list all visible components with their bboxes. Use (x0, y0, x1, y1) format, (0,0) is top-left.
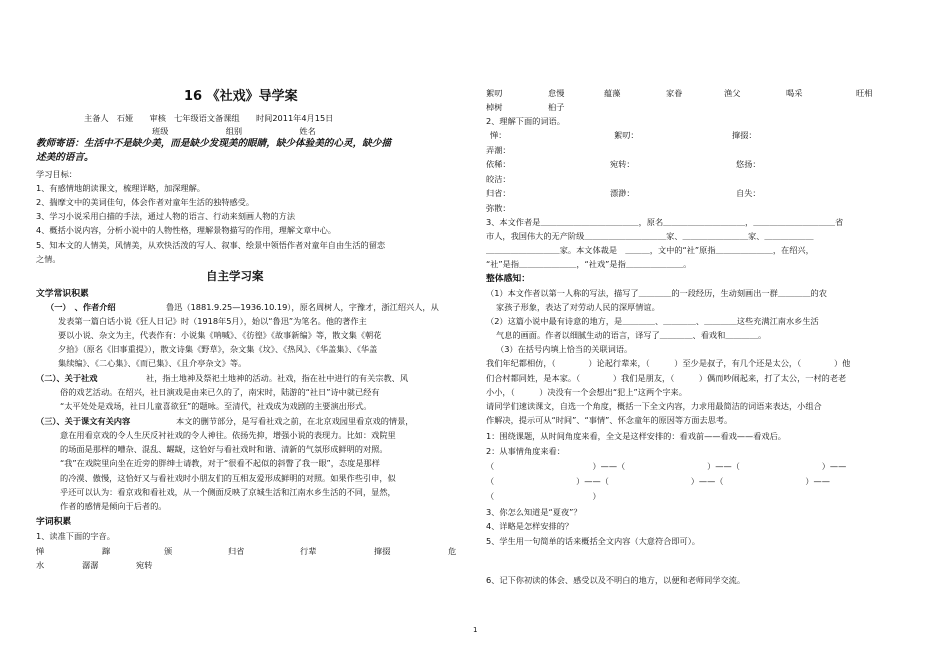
goal-item: 5、知本文的人情美，风情美，从欢快活泼的写人、叙事、绘景中领悟作者对童年自由生活的留恋 (36, 240, 386, 250)
author-label: （一） 、作者介绍 (46, 302, 116, 312)
char-item: 絮叨 (486, 88, 503, 98)
she-line: 俗的戏艺活动。在绍兴，社日演戏是由来已久的了，南宋时，陆游的“社日”诗中就已经有 (60, 387, 380, 397)
lit-title: 文学常识积累 (36, 289, 89, 299)
chain-line: （ ） (486, 491, 601, 501)
author-line: 要以小说、杂文为主，代表作有：小说集《呐喊》、《彷徨》《故事新编》等，散文集《朝花 (58, 330, 382, 340)
term-item: 悠扬： (736, 159, 761, 169)
bg-line: 乎还可以认为：看京戏和看社戏，从一个侧面反映了京城生活和江南水乡生活的不同，显然， (60, 487, 396, 497)
goal-item: 之情。 (36, 254, 61, 264)
char-item: 危 (448, 546, 457, 556)
bg-line: 的冷漠、傲慢，这恰好又与看社戏时小朋友们的互相友爱形成鲜明的对照。如果作些引申，似 (60, 473, 396, 483)
term-item: 自失： (736, 188, 761, 198)
teacher-quote-1: 教师寄语：生活中不是缺少美，而是缺少发现美的眼睛，缺少体验美的心灵，缺少描 (36, 138, 391, 149)
goal-item: 4、概括小说内容，分析小说中的人物性格，理解景物描写的作用，理解文章中心。 (36, 225, 336, 235)
she-line: 社，指土地神及祭祀土地神的活动。社戏，指在社中进行的有关宗教、风 (146, 373, 409, 383)
term-item: 絮叨： (614, 130, 639, 140)
question-line: 6、记下你初读的体会、感受以及不明白的地方，以便和老师同学交流。 (486, 575, 746, 585)
term-item: 宛转： (610, 159, 635, 169)
char-item: 渔父 (724, 88, 741, 98)
bg-line: 意在用看京戏的令人生厌反衬社戏的令人神往。依扬先抑，增强小说的表现力。比如：戏院里 (60, 430, 396, 440)
author-line: 夕拾》（原名《旧事重提》），散文诗集《野草》，杂文集《坟》、《热风》、《华盖集》、《华盖 (58, 344, 378, 354)
teacher-quote-2: 述美的语言。 (36, 152, 94, 163)
author-line: 发表第一篇白话小说《狂人日记》时（1918年5月），始以“鲁迅”为笔名。他的著作主 (58, 316, 367, 326)
term-item: 归省： (486, 188, 511, 198)
term-item: 皎洁： (486, 174, 511, 184)
class-line: 班级 组别 姓名 (152, 126, 316, 136)
overall-line: 气息的画面。作者以细腻生动的语言，译写了＿＿＿＿、看戏和＿＿＿＿。 (496, 330, 767, 340)
overall-line: 1：围绕课题，从时间角度来看，全文是这样安排的：看戏前——看戏——看戏后。 (486, 431, 786, 441)
chain-line: （ ）——（ ）——（ ）—— (486, 476, 830, 486)
char-item: 归省 (228, 546, 245, 556)
char-item: 宛转 (136, 560, 153, 570)
char-item: 怠慢 (548, 88, 565, 98)
goal-item: 3、学习小说采用白描的手法，通过人物的语言、行动来刻画人物的方法 (36, 211, 296, 221)
she-line: “太平处处是戏场，社日儿童喜欲狂”的题咏。至清代，社戏成为戏剧的主要演出形式。 (60, 401, 372, 411)
term-item: 依稀： (486, 159, 511, 169)
overall-title: 整体感知： (486, 274, 530, 284)
page-number: 1 (473, 626, 478, 634)
overall-line: （1）本文作者以第一人称的写法，描写了＿＿＿＿的一段经历，生动刻画出一群＿＿＿＿的农 (486, 288, 827, 298)
term-item: 撺掇： (732, 130, 757, 140)
q3-line: 3、本文作者是＿＿＿＿＿＿＿＿＿＿＿＿，原名＿＿＿＿＿＿＿＿＿＿，＿＿＿＿＿＿＿＿＿＿省 (486, 217, 844, 227)
word-title: 字词积累 (36, 517, 72, 527)
char-item: 水 (36, 560, 45, 570)
char-item: 旺相 (856, 88, 873, 98)
term-item: 漂渺： (610, 188, 635, 198)
overall-line: 作解决，提示可从“时间”、“事情”、怀念童年的原因等方面去思考。 (486, 415, 733, 425)
question-line: 3、你怎么知道是“夏夜”？ (486, 507, 582, 517)
overall-line: 家孩子形象，表达了对劳动人民的深厚情谊。 (496, 302, 660, 312)
term-item: 惮： (490, 130, 507, 140)
q3-line: 市人，我国伟大的无产阶级＿＿＿＿＿＿＿＿＿＿家、＿＿＿＿＿＿＿＿家、＿＿＿＿＿＿ (486, 231, 814, 241)
char-item: 潺潺 (82, 560, 99, 570)
term-item: 弥散： (486, 203, 511, 213)
bg-line: 本文的删节部分，是写看社戏之前，在北京戏园里看京戏的情景， (176, 416, 414, 426)
char-item: 喝采 (786, 88, 803, 98)
char-item: 行辈 (300, 546, 317, 556)
char-item: 蕴藻 (604, 88, 621, 98)
term-item: 弄潮： (486, 145, 511, 155)
overall-line: 请同学们速读课文，自选一个角度，概括一下全文内容，力求用最简洁的词语来表达，小组合 (486, 401, 822, 411)
overall-line: （2）这篇小说中最有诗意的地方，是＿＿＿＿、＿＿＿＿、＿＿＿＿这些充满江南水乡生活 (486, 316, 819, 326)
bg-line: 的场面是那样的嘈杂、混乱、龌龊，这恰好与看社戏时和谐、清新的气氛形成鲜明的对照。 (60, 444, 388, 454)
overall-line: 小小，（ ）决没有一个会想出“犯上”这两个字来。 (486, 387, 687, 397)
meta-line: 主备人 石娅 审核 七年级语文备课组 时间2011年4月15日 (84, 113, 334, 123)
bg-line: 作者的感情是倾向于后者的。 (60, 501, 167, 511)
char-item: 撺掇 (374, 546, 391, 556)
overall-line: 们合村都同姓，是本家。（ ）我们是朋友，（ ）偶而吵闹起来，打了太公，一村的老老 (486, 373, 847, 383)
page-title: 16 《社戏》导学案 (184, 89, 298, 104)
section-title: 自主学习案 (206, 269, 264, 283)
char-item: 桕子 (548, 102, 565, 112)
char-item: 惮 (36, 546, 45, 556)
overall-line: 我们年纪都相仿，（ ）论起行辈来，（ ）至少是叔子，有几个还是太公，（ ）他 (486, 358, 851, 368)
q3-line: “社”是指＿＿＿＿＿＿＿，“社戏”是指＿＿＿＿＿＿＿。 (486, 259, 692, 269)
word-question: 2、理解下面的词语。 (486, 116, 565, 126)
question-line: 5、学生用一句简单的话来概括全文内容（大意符合即可）。 (486, 536, 700, 546)
author-line: 鲁迅（1881.9.25—1936.10.19），原名周树人，字豫才，浙江绍兴人，从 (166, 302, 439, 312)
char-item: 颁 (164, 546, 173, 556)
goal-item: 1、有感情地朗读课文，梳理详略，加深理解。 (36, 183, 205, 193)
she-label: （二）、关于社戏 (36, 373, 98, 383)
q3-line: ＿＿＿＿＿＿＿＿＿家。本文体裁是 ＿＿＿，文中的“社”原指＿＿＿＿＿＿＿，在绍兴， (486, 245, 814, 255)
author-line: 集续编》、《二心集》、《而已集》、《且介亭杂文》等。 (58, 358, 247, 368)
goal-item: 2、揣摩文中的美词佳句，体会作者对童年生活的独特感受。 (36, 197, 255, 207)
question-line: 4、详略是怎样安排的？ (486, 521, 574, 531)
bg-label: （三）、关于课文有关内容 (36, 416, 131, 426)
chain-line: （ ）——（ ）——（ ）—— (486, 461, 847, 471)
bg-line: “我”在戏院里向坐在近旁的胖绅士请教，对于“很看不起似的斜瞥了我一眼”，态度是那样 (60, 458, 380, 468)
char-item: 蹿 (102, 546, 111, 556)
overall-line: （3）在括号内填上恰当的关联词语。 (496, 344, 633, 354)
read-label: 1、读准下面的字音。 (36, 531, 115, 541)
char-item: 家眷 (666, 88, 683, 98)
goals-title: 学习目标： (36, 169, 77, 179)
overall-line: 2：从事情角度来看： (486, 446, 565, 456)
char-item: 棹树 (486, 102, 503, 112)
